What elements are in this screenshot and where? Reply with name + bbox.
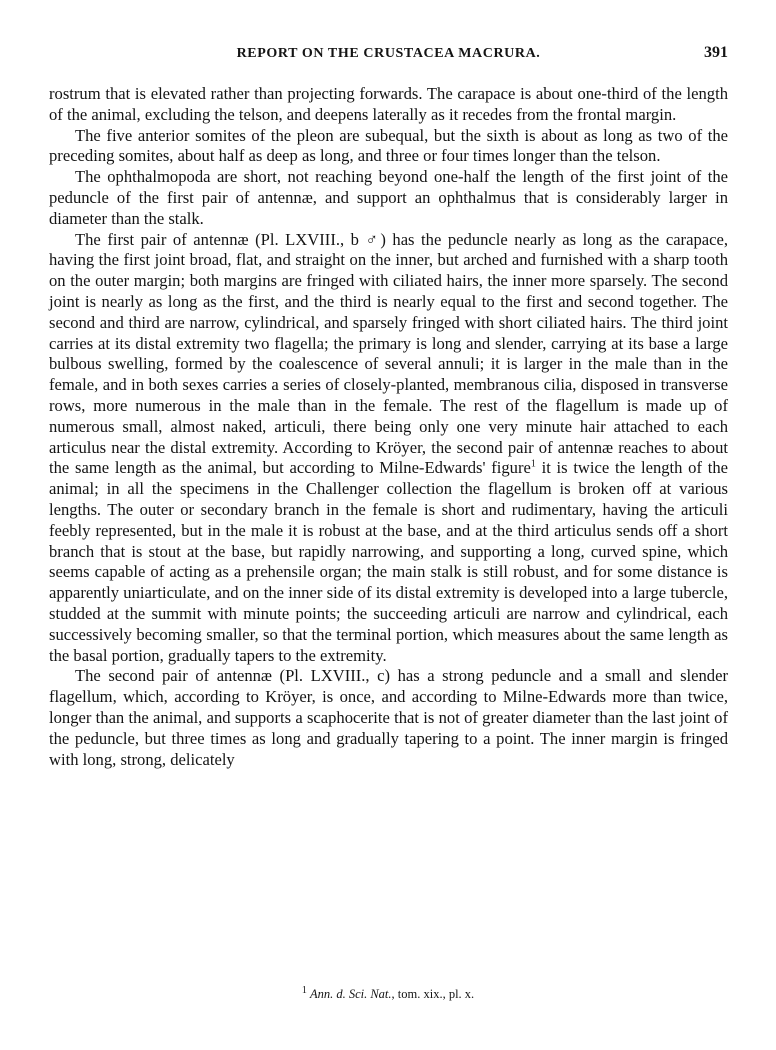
body-text [49, 84, 728, 770]
page-header [49, 40, 728, 70]
paragraph-4-text: The first pair of antennæ (Pl. LXVIII., b ♂) has the peduncle nearly as long as the carapace, having the first joint broad, flat, and straight on the inner, but arched and furnished with a sharp tooth on the outer margin; both margins are fringed with ciliated hairs, the inner more sparsely. The second joint is nearly as long as the first, and the third is nearly equal to the first and second together. The second and third are narrow, cylindrical, and sparsely fringed with short ciliated hairs. The third joint carries at its distal extremity two flagella; the primary is long and slender, carrying at its base a large bulbous swelling, formed by the coalescence of several annuli; it is larger in the male than in the female, and in both sexes carries a series of closely-planted, membranous cilia, disposed in transverse rows, more numerous in the male than in the female. The rest of the flagellum is made up of numerous small, almost naked, articuli, there being only one very minute hair attached to each articulus near the distal extremity. According to Kröyer, the second pair of antennæ reaches to about the same length as the animal, but according to Milne-Edwards' figure [49, 229, 728, 478]
paragraph-4 [49, 230, 728, 667]
page-number: 391 [704, 44, 728, 61]
paragraph-2: The five anterior somites of the pleon are subequal, but the sixth is about as long as two of the preceding somites, about half as deep as long, and three or four times longer than the telson. [49, 125, 728, 166]
footnote-detail: , tom. xix., pl. x. [391, 987, 475, 1001]
footnote-marker: 1 [301, 984, 307, 996]
paragraph-4-continuation: it is twice the length of the animal; in all the specimens in the Challenger collection the flagellum is broken off at various lengths. The outer or secondary branch in the female is short and rudimentary, having the articuli feebly represented, but in the male it is robust at the base, and at the third articulus sends off a short branch that is stout at the base, but rapidly narrowing, and supporting a long, curved spine, which seems capable of acting as a prehensile organ; the main stalk is still robust, and for some distance is apparently uniarticulate, and on the inner side of its distal extremity is developed into a large tubercle, studded at the summit with minute points; the succeeding articuli are narrow and cylindrical, each successively becoming smaller, so that the terminal portion, which measures about the same length as the basal portion, gradually tapers to the extremity. [49, 458, 728, 665]
paragraph-1: rostrum that is elevated rather than projecting forwards. The carapace is about one-third of the length of the animal, excluding the telson, and deepens laterally as it recedes from the frontal margin. [49, 84, 728, 124]
footnote-reference: 1 [530, 458, 536, 470]
footnote-source: Ann. d. Sci. Nat. [309, 987, 392, 1001]
paragraph-5: The second pair of antennæ (Pl. LXVIII., c) has a strong peduncle and a small and slender flagellum, which, according to Kröyer, is once, and according to Milne-Edwards more than twice, longer than the animal, and supports a scaphocerite that is not of greater diameter than the last joint of the peduncle, but three times as long and gradually tapering to a point. The inner margin is fringed with long, strong, delicately [49, 666, 728, 769]
footnote [0, 984, 776, 1002]
running-head: REPORT ON THE CRUSTACEA MACRURA. [236, 46, 541, 61]
paragraph-3: The ophthalmopoda are short, not reaching beyond one-half the length of the first joint of the peduncle of the first pair of antennæ, and support an ophthalmus that is considerably larger in diameter than the stalk. [49, 167, 728, 228]
